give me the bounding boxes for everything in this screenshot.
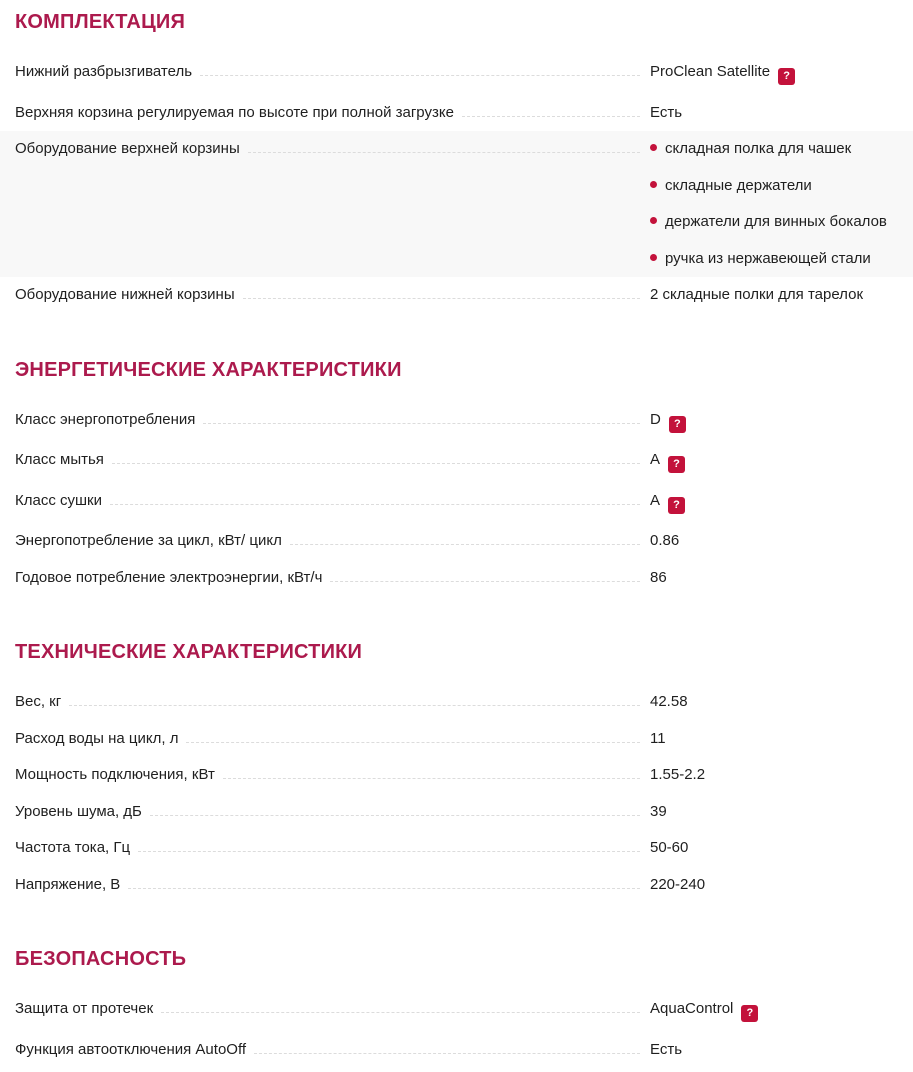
row-label: Функция автоотключения AutoOff <box>15 1040 247 1058</box>
row-label: Частота тока, Гц <box>15 839 131 856</box>
row-label: Оборудование нижней корзины <box>15 286 235 303</box>
spec-row <box>0 867 913 904</box>
spec-row <box>0 95 913 132</box>
spec-row-upper-basket <box>0 131 913 277</box>
value-text: D <box>650 410 661 428</box>
row-value <box>650 693 901 711</box>
row-label: Верхняя корзина регулируемая по высоте при полной загрузке <box>15 103 454 121</box>
section-title: ТЕХНИЧЕСКИЕ ХАРАКТЕРИСТИКИ <box>15 641 363 663</box>
bullet-list <box>650 131 901 277</box>
row-value <box>650 839 901 857</box>
bullet-item <box>650 168 901 205</box>
row-value <box>650 451 901 473</box>
leader-line <box>330 581 640 582</box>
bullet-text: складная полка для чашек <box>665 140 852 157</box>
help-icon[interactable]: ? <box>669 416 686 433</box>
leader-line <box>128 888 640 889</box>
bullet-item <box>650 204 901 241</box>
bullet-icon <box>650 254 657 261</box>
leader-line <box>161 1012 640 1013</box>
row-label: Годовое потребление электроэнергии, кВт/ч <box>15 568 323 586</box>
row-value <box>650 63 901 85</box>
row-label: Напряжение, В <box>15 875 121 893</box>
value-text: AquaControl <box>650 1000 734 1017</box>
help-icon[interactable]: ? <box>778 68 795 85</box>
section-energy <box>0 358 913 597</box>
row-label: Мощность подключения, кВт <box>15 766 215 783</box>
bullet-text: складные держатели <box>665 176 812 194</box>
value-text: Есть <box>650 1040 683 1058</box>
spec-row <box>0 830 913 867</box>
leader-line <box>223 778 640 779</box>
leader-line <box>200 75 640 76</box>
row-label: Нижний разбрызгиватель <box>15 63 193 80</box>
row-label: Расход воды на цикл, л <box>15 729 179 747</box>
row-value <box>650 131 901 277</box>
leader-line <box>69 705 640 706</box>
section-title: ЭНЕРГЕТИЧЕСКИЕ ХАРАКТЕРИСТИКИ <box>15 358 402 381</box>
section-title: БЕЗОПАСНОСТЬ <box>15 948 187 970</box>
spec-row <box>0 402 913 443</box>
leader-line <box>290 544 640 545</box>
section-equipment <box>0 0 913 314</box>
row-value <box>650 730 901 748</box>
row-label: Класс мытья <box>15 451 104 468</box>
value-text: 2 складные полки для тарелок <box>650 286 864 303</box>
value-text: 1.55-2.2 <box>650 766 706 783</box>
row-value <box>650 1041 901 1059</box>
leader-line <box>203 423 640 424</box>
value-text: A <box>650 451 661 468</box>
spec-row <box>0 757 913 794</box>
spec-row <box>0 442 913 483</box>
bullet-text: держатели для винных бокалов <box>665 213 887 230</box>
value-text: Есть <box>650 103 683 121</box>
value-text: ProClean Satellite <box>650 63 771 80</box>
leader-line <box>138 851 640 852</box>
spec-row <box>0 483 913 524</box>
value-text: 50-60 <box>650 839 689 856</box>
value-text: 42.58 <box>650 693 688 710</box>
bullet-icon <box>650 217 657 224</box>
row-label: Защита от протечек <box>15 1000 154 1017</box>
bullet-item <box>650 241 901 278</box>
leader-line <box>186 742 640 743</box>
help-icon[interactable]: ? <box>668 456 685 473</box>
leader-line <box>254 1053 640 1054</box>
spec-row <box>0 1032 913 1069</box>
section-title: КОМПЛЕКТАЦИЯ <box>15 11 186 33</box>
value-text: 86 <box>650 568 667 586</box>
row-value <box>650 104 901 122</box>
row-value <box>650 1000 901 1022</box>
row-label: Оборудование верхней корзины <box>15 140 240 157</box>
spec-row <box>0 560 913 597</box>
spec-row <box>0 684 913 721</box>
help-icon[interactable]: ? <box>741 1005 758 1022</box>
row-value <box>650 492 901 514</box>
bullet-item <box>650 131 901 168</box>
leader-line <box>150 815 640 816</box>
row-label: Энергопотребление за цикл, кВт/ цикл <box>15 532 282 549</box>
spec-row <box>0 54 913 95</box>
value-text: 220-240 <box>650 875 706 893</box>
section-technical <box>0 640 913 903</box>
row-value <box>650 766 901 784</box>
value-text: 11 <box>650 729 666 747</box>
row-value <box>650 286 901 304</box>
row-value <box>650 876 901 894</box>
row-value <box>650 411 901 433</box>
bullet-text: ручка из нержавеющей стали <box>665 249 871 267</box>
leader-line <box>462 116 640 117</box>
row-label: Класс сушки <box>15 491 102 509</box>
help-icon[interactable]: ? <box>668 497 685 514</box>
leader-line <box>112 463 640 464</box>
bullet-icon <box>650 144 657 151</box>
row-label: Уровень шума, дБ <box>15 802 142 820</box>
row-label: Вес, кг <box>15 693 62 710</box>
row-value <box>650 532 901 550</box>
value-text: A <box>650 491 661 509</box>
spec-row <box>0 991 913 1032</box>
value-text: 39 <box>650 802 667 820</box>
leader-line <box>110 504 640 505</box>
spec-row <box>0 523 913 560</box>
bullet-icon <box>650 181 657 188</box>
spec-row <box>0 721 913 758</box>
leader-line <box>248 152 640 153</box>
section-safety <box>0 947 913 1068</box>
value-text: 0.86 <box>650 532 680 549</box>
row-label: Класс энергопотребления <box>15 410 196 428</box>
spec-row <box>0 277 913 314</box>
leader-line <box>243 298 640 299</box>
row-value <box>650 569 901 587</box>
row-value <box>650 803 901 821</box>
spec-row <box>0 794 913 831</box>
